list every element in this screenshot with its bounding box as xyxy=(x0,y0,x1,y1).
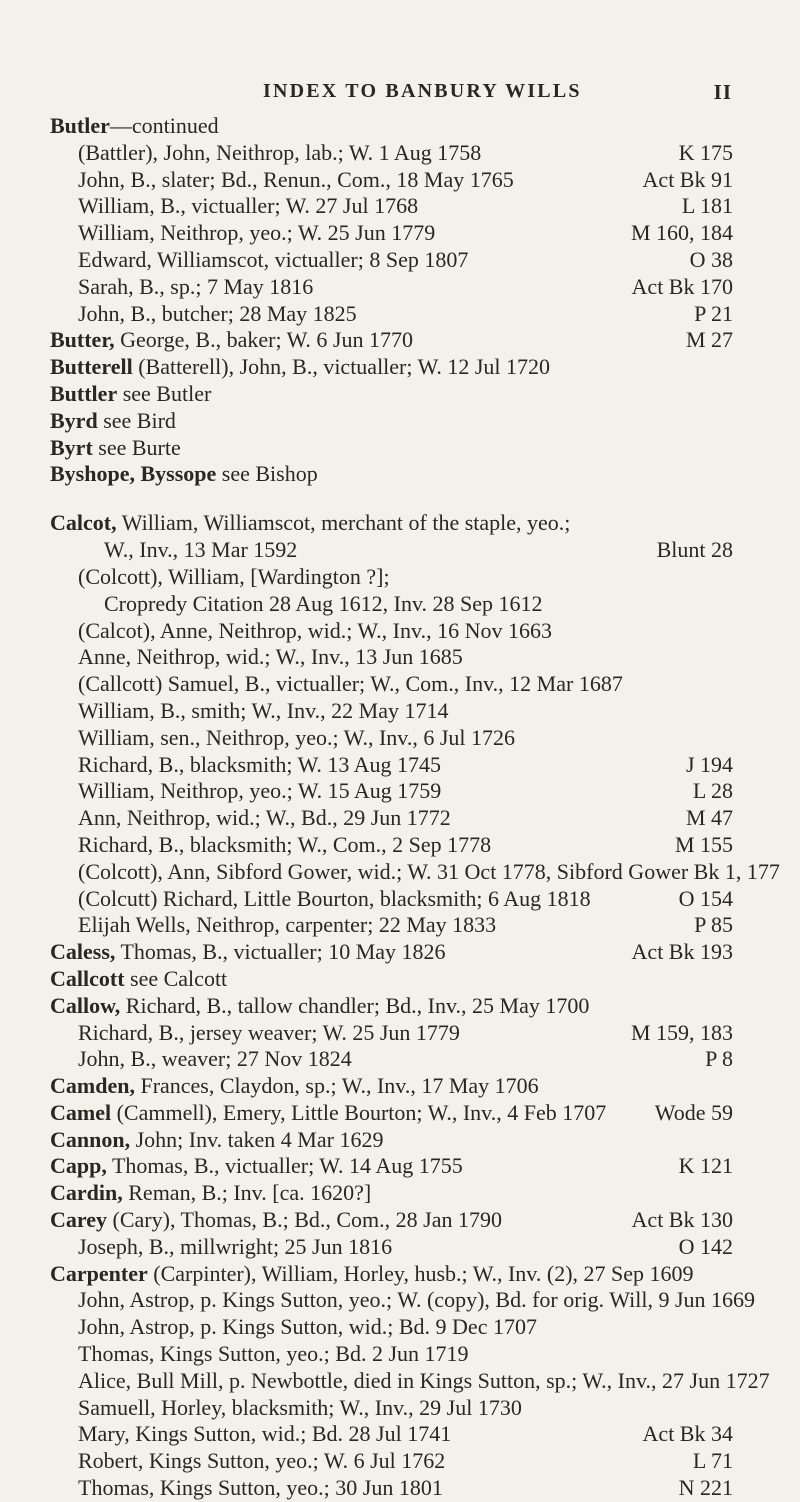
index-entry xyxy=(0,1127,800,1154)
index-entry xyxy=(0,832,800,859)
entry-text xyxy=(50,1073,539,1100)
index-entry xyxy=(0,140,800,167)
index-entry xyxy=(0,1100,800,1127)
entry-body: William, sen., Neithrop, yeo.; W., Inv., 6 Jul 1726 xyxy=(78,724,516,750)
index-entry xyxy=(0,698,800,725)
entry-body: Thomas, Kings Sutton, yeo.; 30 Jun 1801 xyxy=(78,1475,443,1501)
index-entry xyxy=(0,564,800,591)
entry-body: William, Neithrop, yeo.; W. 15 Aug 1759 xyxy=(78,778,442,804)
entry-text xyxy=(50,1180,371,1207)
entry-text xyxy=(78,247,468,274)
entry-body: Richard, B., jersey weaver; W. 25 Jun 1779 xyxy=(78,1019,460,1045)
entry-body: Ann, Neithrop, wid.; W., Bd., 29 Jun 1772 xyxy=(78,805,451,831)
entry-headword: Butler xyxy=(50,113,110,138)
entry-text xyxy=(78,1368,770,1395)
entry-body: —continued xyxy=(109,113,219,138)
entry-body: see Burte xyxy=(92,434,181,460)
entry-text xyxy=(78,220,435,247)
index-entry xyxy=(0,1073,800,1100)
entry-body: John, B., weaver; 27 Nov 1824 xyxy=(78,1046,352,1072)
entry-reference: M 27 xyxy=(685,327,733,353)
index-entry xyxy=(0,274,800,301)
entry-reference: L 181 xyxy=(681,193,733,219)
entry-body: William, B., smith; W., Inv., 22 May 1714 xyxy=(78,697,449,723)
index-entry xyxy=(0,408,800,435)
index-entry xyxy=(0,1341,800,1368)
entry-headword: Butter, xyxy=(50,327,115,353)
index-entry xyxy=(0,537,800,564)
entry-headword: Caless, xyxy=(50,939,116,965)
entry-text xyxy=(50,354,550,381)
index-entry xyxy=(0,1314,800,1341)
entry-reference: P 8 xyxy=(705,1046,733,1072)
entry-text xyxy=(78,167,514,194)
entry-reference: L 71 xyxy=(692,1448,733,1474)
running-head xyxy=(0,80,800,110)
index-entry xyxy=(0,1368,800,1395)
entry-reference: Act Bk 130 xyxy=(631,1207,733,1233)
index-entry xyxy=(0,1421,800,1448)
index-entry xyxy=(0,966,800,993)
index-entry xyxy=(0,510,800,537)
index-entry xyxy=(0,671,800,698)
entry-body: (Cary), Thomas, B.; Bd., Com., 28 Jan 1790 xyxy=(107,1207,502,1233)
index-entry xyxy=(0,618,800,645)
entry-body: John, B., slater; Bd., Renun., Com., 18 May 1765 xyxy=(78,166,514,192)
entry-body: William, Williamscot, merchant of the staple, yeo.; xyxy=(116,510,571,536)
entry-reference: P 21 xyxy=(694,300,733,326)
entry-text xyxy=(78,698,448,725)
index-entry xyxy=(0,778,800,805)
entry-text xyxy=(78,778,441,805)
entry-body: (Battler), John, Neithrop, lab.; W. 1 Aug 1758 xyxy=(78,139,482,165)
entry-headword: Cannon, xyxy=(50,1126,131,1152)
entry-body: Anne, Neithrop, wid.; W., Inv., 13 Jun 1685 xyxy=(78,644,463,670)
entry-text xyxy=(78,1287,755,1314)
entry-text xyxy=(104,537,297,564)
entry-text xyxy=(78,912,496,939)
entry-reference: K 175 xyxy=(678,139,733,165)
entry-text xyxy=(78,1341,469,1368)
entry-body: see Butler xyxy=(117,380,212,406)
entry-text xyxy=(50,1127,383,1154)
page-number: II xyxy=(713,80,732,104)
entry-body: see Bishop xyxy=(216,461,318,487)
index-entry xyxy=(0,859,800,886)
entry-headword: Byrt xyxy=(50,434,93,460)
entry-reference: L 28 xyxy=(692,778,733,804)
entry-body: (Colcutt) Richard, Little Bourton, blacksmith; 6 Aug 1818 xyxy=(78,885,591,911)
entry-body: Robert, Kings Sutton, yeo.; W. 6 Jul 1762 xyxy=(78,1448,446,1474)
entry-body: W., Inv., 13 Mar 1592 xyxy=(104,537,298,563)
entry-headword: Calcot, xyxy=(50,510,117,536)
entry-reference: N 221 xyxy=(678,1475,733,1501)
entry-text xyxy=(50,510,570,537)
entry-reference: K 121 xyxy=(678,1153,733,1179)
index-entry xyxy=(0,381,800,408)
entry-text xyxy=(50,381,211,408)
entry-text xyxy=(78,1234,392,1261)
index-entry xyxy=(0,591,800,618)
entry-reference: Act Bk 91 xyxy=(642,166,733,192)
index-entry xyxy=(0,1046,800,1073)
entry-text xyxy=(78,564,390,591)
entry-headword: Byrd xyxy=(50,407,98,433)
entry-body: Thomas, B., victualler; W. 14 Aug 1755 xyxy=(106,1153,463,1179)
index-entry xyxy=(0,1180,800,1207)
entry-reference: M 47 xyxy=(685,805,733,831)
entry-body: Joseph, B., millwright; 25 Jun 1816 xyxy=(78,1233,393,1259)
index-entry xyxy=(0,301,800,328)
index-entries xyxy=(0,113,800,1502)
index-entry xyxy=(0,1234,800,1261)
entry-body: Sarah, B., sp.; 7 May 1816 xyxy=(78,273,314,299)
entry-body: William, B., victualler; W. 27 Jul 1768 xyxy=(78,193,419,219)
entry-reference: Wode 59 xyxy=(654,1099,733,1125)
index-entry xyxy=(0,461,800,510)
entry-body: Richard, B., blacksmith; W., Com., 2 Sep 1778 xyxy=(78,831,492,857)
entry-reference: O 154 xyxy=(678,885,733,911)
entry-reference: O 38 xyxy=(689,246,733,272)
entry-body: Richard, B., blacksmith; W. 13 Aug 1745 xyxy=(78,751,441,777)
entry-text xyxy=(50,461,318,488)
entry-reference: Act Bk 170 xyxy=(631,273,733,299)
entry-text xyxy=(78,1020,460,1047)
entry-headword: Cardin, xyxy=(50,1180,123,1206)
entry-reference: Act Bk 34 xyxy=(642,1421,733,1447)
index-entry xyxy=(0,193,800,220)
entry-body: Richard, B., tallow chandler; Bd., Inv., 25 May 1700 xyxy=(120,992,590,1018)
entry-text xyxy=(78,1314,537,1341)
entry-body: (Colcott), Ann, Sibford Gower, wid.; W. 31 Oct 1778, Sibford Gower Bk 1, 177 xyxy=(78,858,780,884)
entry-text xyxy=(78,752,441,779)
index-entry xyxy=(0,993,800,1020)
index-entry xyxy=(0,1207,800,1234)
entry-text xyxy=(50,966,227,993)
entry-body: (Callcott) Samuel, B., victualler; W., Com., Inv., 12 Mar 1687 xyxy=(78,671,623,697)
entry-body: Edward, Williamscot, victualler; 8 Sep 1807 xyxy=(78,246,469,272)
index-entry xyxy=(0,912,800,939)
entry-text xyxy=(78,193,418,220)
entry-reference: J 194 xyxy=(685,751,733,777)
entry-headword: Carey xyxy=(50,1207,108,1233)
entry-headword: Byshope, Byssope xyxy=(50,461,217,487)
index-entry xyxy=(0,1395,800,1422)
entry-headword: Capp, xyxy=(50,1153,107,1179)
entry-body: John, Astrop, p. Kings Sutton, yeo.; W. (copy), Bd. for orig. Will, 9 Jun 1669 xyxy=(78,1287,756,1313)
entry-text xyxy=(104,591,543,618)
entry-reference: M 155 xyxy=(674,831,733,857)
entry-reference: O 142 xyxy=(678,1233,733,1259)
entry-body: see Bird xyxy=(97,407,176,433)
entry-headword: Buttler xyxy=(50,380,118,406)
index-entry xyxy=(0,167,800,194)
entry-body: Reman, B.; Inv. [ca. 1620?] xyxy=(122,1180,372,1206)
entry-text xyxy=(78,725,515,752)
index-entry xyxy=(0,1475,800,1502)
index-entry xyxy=(0,939,800,966)
index-entry xyxy=(0,435,800,462)
index-entry xyxy=(0,886,800,913)
index-entry xyxy=(0,327,800,354)
entry-text xyxy=(50,1153,463,1180)
entry-text xyxy=(78,1448,445,1475)
entry-body: John; Inv. taken 4 Mar 1629 xyxy=(130,1126,384,1152)
entry-text xyxy=(78,618,552,645)
entry-headword: Camden, xyxy=(50,1073,135,1099)
entry-text xyxy=(78,140,481,167)
entry-text xyxy=(50,435,181,462)
entry-reference: P 85 xyxy=(694,912,733,938)
entry-text xyxy=(50,327,413,354)
entry-body: Cropredy Citation 28 Aug 1612, Inv. 28 Sep 1612 xyxy=(104,590,543,616)
entry-text xyxy=(78,1475,443,1502)
entry-reference: Act Bk 193 xyxy=(631,939,733,965)
index-entry xyxy=(0,1020,800,1047)
entry-body: (Carpinter), William, Horley, husb.; W., Inv. (2), 27 Sep 1609 xyxy=(147,1260,694,1286)
entry-text xyxy=(78,274,313,301)
entry-body: (Batterell), John, B., victualler; W. 12 Jul 1720 xyxy=(132,354,551,380)
entry-text xyxy=(78,832,491,859)
entry-text xyxy=(78,671,623,698)
entry-text xyxy=(78,805,451,832)
entry-headword: Carpenter xyxy=(50,1260,148,1286)
entry-headword: Butterell xyxy=(50,354,133,380)
index-entry xyxy=(0,220,800,247)
index-entry xyxy=(0,725,800,752)
entry-headword: Callow, xyxy=(50,992,121,1018)
index-entry xyxy=(0,1153,800,1180)
entry-body: John, B., butcher; 28 May 1825 xyxy=(78,300,357,326)
entry-body: Thomas, Kings Sutton, yeo.; Bd. 2 Jun 1719 xyxy=(78,1341,469,1367)
entry-body: Frances, Claydon, sp.; W., Inv., 17 May 1706 xyxy=(134,1073,539,1099)
index-entry xyxy=(0,644,800,671)
entry-text xyxy=(50,993,589,1020)
entry-text xyxy=(78,1421,451,1448)
entry-body: John, Astrop, p. Kings Sutton, wid.; Bd. 9 Dec 1707 xyxy=(78,1314,537,1340)
entry-text xyxy=(78,859,780,886)
entry-headword: Callcott xyxy=(50,965,125,991)
index-entry xyxy=(0,247,800,274)
entry-body: Samuell, Horley, blacksmith; W., Inv., 29 Jul 1730 xyxy=(78,1394,522,1420)
entry-body: Alice, Bull Mill, p. Newbottle, died in Kings Sutton, sp.; W., Inv., 27 Jun 1727 xyxy=(78,1367,770,1393)
entry-body: William, Neithrop, yeo.; W. 25 Jun 1779 xyxy=(78,220,436,246)
entry-body: Mary, Kings Sutton, wid.; Bd. 28 Jul 1741 xyxy=(78,1421,452,1447)
entry-text xyxy=(78,1395,522,1422)
entry-body: Thomas, B., victualler; 10 May 1826 xyxy=(115,939,446,965)
entry-text xyxy=(50,1207,502,1234)
index-entry xyxy=(0,805,800,832)
entry-text xyxy=(78,301,357,328)
entry-body: (Calcot), Anne, Neithrop, wid.; W., Inv., 16 Nov 1663 xyxy=(78,617,552,643)
entry-headword: Camel xyxy=(50,1099,112,1125)
index-entry xyxy=(0,113,800,140)
entry-text xyxy=(50,1261,694,1288)
entry-body: (Colcott), William, [Wardington ?]; xyxy=(78,563,390,589)
entry-body: see Calcott xyxy=(124,965,228,991)
entry-body: Elijah Wells, Neithrop, carpenter; 22 May 1833 xyxy=(78,912,497,938)
entry-body: (Cammell), Emery, Little Bourton; W., Inv., 4 Feb 1707 xyxy=(111,1099,607,1125)
index-entry xyxy=(0,1287,800,1314)
entry-reference: Blunt 28 xyxy=(656,537,733,563)
entry-text xyxy=(50,408,176,435)
entry-text xyxy=(50,113,219,140)
index-entry xyxy=(0,354,800,381)
entry-text xyxy=(78,886,591,913)
index-entry xyxy=(0,1261,800,1288)
running-title: INDEX TO BANBURY WILLS xyxy=(263,80,582,102)
index-entry xyxy=(0,1448,800,1475)
entry-reference: M 159, 183 xyxy=(630,1019,733,1045)
entry-body: George, B., baker; W. 6 Jun 1770 xyxy=(114,327,413,353)
entry-reference: M 160, 184 xyxy=(630,220,733,246)
entry-text xyxy=(78,644,463,671)
entry-text xyxy=(78,1046,352,1073)
index-entry xyxy=(0,752,800,779)
entry-text xyxy=(50,939,446,966)
entry-text xyxy=(50,1100,606,1127)
